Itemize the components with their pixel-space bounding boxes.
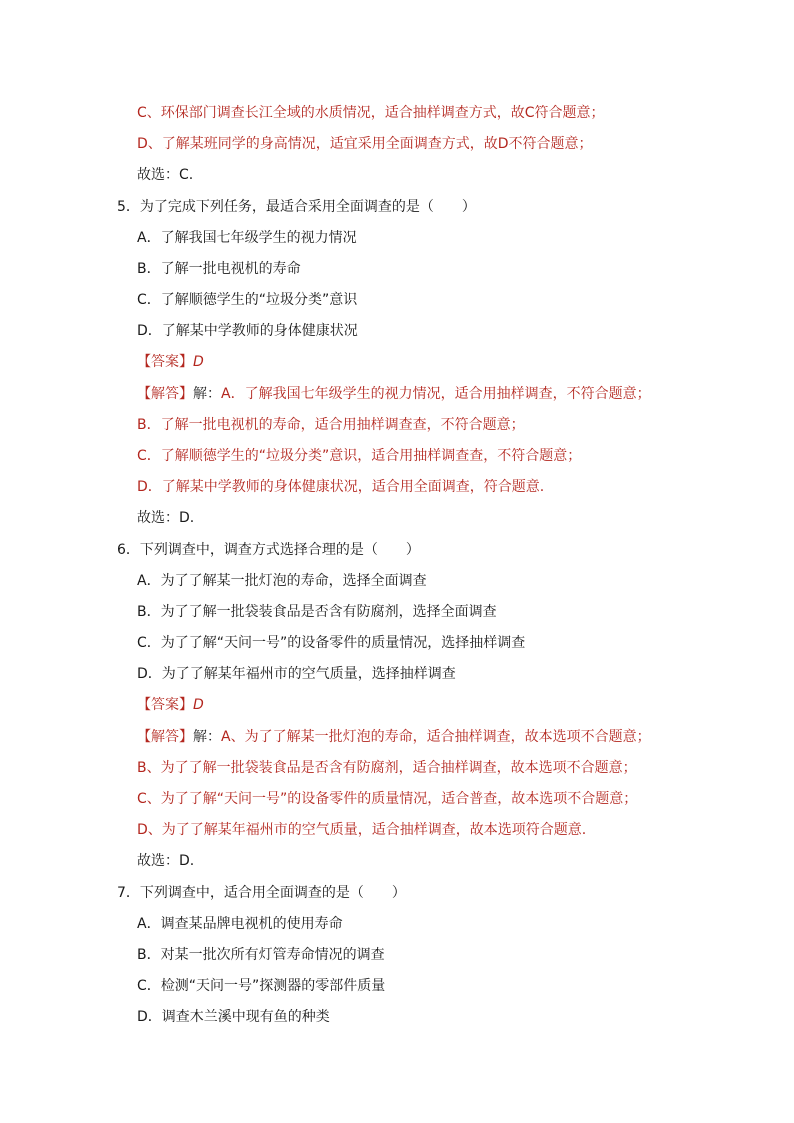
question-6-analysis-b: B、为了了解一批袋装食品是否含有防腐剂，适合抽样调查，故本选项不合题意；	[137, 760, 637, 776]
question-6-choose: 故选：D.	[137, 853, 195, 869]
question-5-stem: 5．为了完成下列任务，最适合采用全面调查的是（ ）	[117, 199, 476, 215]
analysis-tag: 【解答】	[137, 729, 193, 745]
prev-solution-line-d: D、了解某班同学的身高情况，适宜采用全面调查方式，故D不符合题意；	[137, 136, 593, 152]
question-5-choose: 故选：D.	[137, 510, 195, 526]
question-5-option-b: B．了解一批电视机的寿命	[137, 261, 301, 277]
question-7-option-b: B．对某一批次所有灯管寿命情况的调查	[137, 947, 385, 963]
question-5-option-d: D．了解某中学教师的身体健康状况	[137, 323, 358, 339]
analysis-text: A、为了了解某一批灯泡的寿命，适合抽样调查，故本选项不合题意；	[221, 729, 651, 745]
question-5-answer	[137, 352, 204, 372]
question-6-option-d: D．为了了解某年福州市的空气质量，选择抽样调查	[137, 666, 456, 682]
analysis-lead: 解：	[193, 729, 221, 745]
question-6-analysis-c: C、为了了解“天问一号”的设备零件的质量情况，适合普查，故本选项不合题意；	[137, 791, 638, 807]
question-5-analysis-d: D．了解某中学教师的身体健康状况，适合用全面调查，符合题意.	[137, 479, 545, 495]
answer-tag: 【答案】	[137, 354, 193, 370]
analysis-lead: 解：	[193, 386, 221, 402]
question-6-option-c: C．为了了解“天问一号”的设备零件的质量情况，选择抽样调查	[137, 635, 526, 651]
answer-value: D	[193, 697, 204, 713]
question-7-option-a: A．调查某品牌电视机的使用寿命	[137, 916, 343, 932]
question-7-option-c: C．检测“天问一号”探测器的零部件质量	[137, 978, 386, 994]
question-5-analysis-b: B．了解一批电视机的寿命，适合用抽样调查查，不符合题意；	[137, 417, 525, 433]
answer-value: D	[193, 354, 204, 370]
question-5-analysis-c: C．了解顺德学生的“垃圾分类”意识，适合用抽样调查查，不符合题意；	[137, 448, 582, 464]
analysis-tag: 【解答】	[137, 386, 193, 402]
question-5-analysis-a	[137, 384, 651, 404]
question-6-option-a: A．为了了解某一批灯泡的寿命，选择全面调查	[137, 573, 427, 589]
question-6-answer	[137, 695, 204, 715]
question-6-option-b: B．为了了解一批袋装食品是否含有防腐剂，选择全面调查	[137, 604, 497, 620]
question-6-stem: 6．下列调查中，调查方式选择合理的是（ ）	[117, 542, 420, 558]
question-6-analysis-a	[137, 727, 651, 747]
answer-tag: 【答案】	[137, 697, 193, 713]
question-7-stem: 7．下列调查中，适合用全面调查的是（ ）	[117, 885, 406, 901]
prev-solution-line-c: C、环保部门调查长江全域的水质情况，适合抽样调查方式，故C符合题意；	[137, 105, 605, 121]
question-6-analysis-d: D、为了了解某年福州市的空气质量，适合抽样调查，故本选项符合题意.	[137, 822, 587, 838]
analysis-text: A．了解我国七年级学生的视力情况，适合用抽样调查，不符合题意；	[221, 386, 651, 402]
question-5-option-a: A．了解我国七年级学生的视力情况	[137, 230, 357, 246]
prev-solution-choose: 故选：C.	[137, 167, 194, 183]
question-5-option-c: C．了解顺德学生的“垃圾分类”意识	[137, 292, 358, 308]
question-7-option-d: D．调查木兰溪中现有鱼的种类	[137, 1009, 330, 1025]
